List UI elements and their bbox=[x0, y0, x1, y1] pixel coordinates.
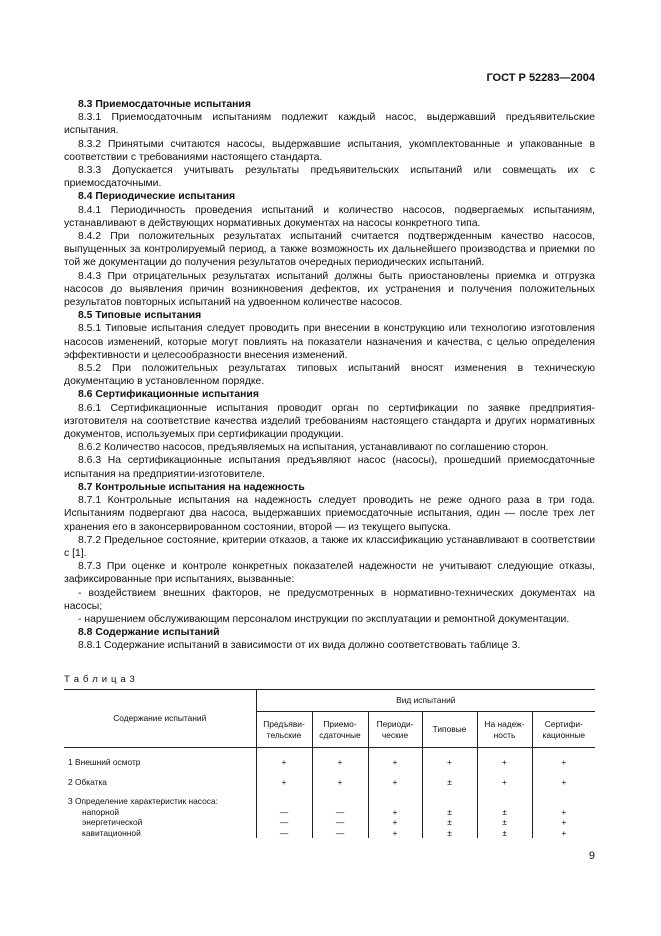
row-name bbox=[64, 787, 256, 807]
table-cell: + bbox=[368, 828, 422, 839]
paragraph: 8.3.3 Допускается учитывать результаты предъявительских испытаний или совмещать их с приемосдаточными. bbox=[64, 165, 595, 190]
column-header bbox=[312, 712, 368, 748]
table-cell: + bbox=[477, 748, 532, 768]
column-header-line: Типовые bbox=[432, 724, 467, 735]
row-name-text: кавитационной bbox=[82, 827, 141, 838]
column-header-line: Сертифи- bbox=[544, 719, 583, 729]
row-name bbox=[64, 748, 256, 768]
paragraph: 8.4.3 При отрицательных результатах испытаний должны быть приостановлены приемка и отгрузка насосов до выявления причин возникновения дефектов, их устранения и получения положительных результатов повторных испытаний на удвоенном количестве насосов. bbox=[64, 270, 595, 309]
header-content: Содержание испытаний bbox=[64, 690, 256, 748]
row-name-text: 3 Определение характеристик насоса: bbox=[68, 796, 218, 806]
table-cell: + bbox=[532, 768, 595, 788]
section-heading: 8.8 Содержание испытаний bbox=[78, 627, 220, 639]
table-cell: ± bbox=[422, 807, 477, 818]
table-cell: + bbox=[312, 768, 368, 788]
row-name-text: энергетической bbox=[82, 817, 143, 827]
table-caption: Т а б л и ц а 3 bbox=[64, 674, 136, 685]
table-row bbox=[64, 828, 595, 839]
table-cell: + bbox=[532, 828, 595, 839]
row-name bbox=[64, 768, 256, 788]
row-name bbox=[64, 817, 256, 828]
section-heading: 8.3 Приемосдаточные испытания bbox=[78, 99, 251, 110]
section-heading: 8.5 Типовые испытания bbox=[78, 310, 202, 322]
column-header-line: тельские bbox=[266, 729, 302, 740]
row-name-text: напорной bbox=[82, 806, 120, 817]
table-cell: ± bbox=[477, 828, 532, 839]
paragraph: 8.8.1 Содержание испытаний в зависимости от их вида должно соответствовать таблице 3. bbox=[78, 640, 521, 652]
document-body bbox=[64, 98, 595, 653]
table-row bbox=[64, 768, 595, 788]
table-cell bbox=[256, 787, 312, 807]
table-row bbox=[64, 807, 595, 818]
column-header-line: кационные bbox=[542, 729, 586, 740]
column-header-line: Предъяви- bbox=[263, 719, 305, 729]
table-cell: ± bbox=[477, 817, 532, 828]
table-cell: — bbox=[312, 817, 368, 828]
table-cell: + bbox=[422, 748, 477, 768]
table-cell: + bbox=[312, 748, 368, 768]
table-cell: ± bbox=[477, 807, 532, 818]
page-number: 9 bbox=[588, 850, 595, 862]
column-header bbox=[422, 712, 477, 748]
column-header-line: ческие bbox=[381, 729, 409, 740]
table-cell: + bbox=[368, 817, 422, 828]
row-name bbox=[64, 807, 256, 818]
table-cell: ± bbox=[422, 828, 477, 839]
table-cell: ± bbox=[422, 817, 477, 828]
column-header bbox=[477, 712, 532, 748]
paragraph: - нарушением обслуживающим персоналом инструкции по эксплуатации и ремонтной документации. bbox=[78, 613, 570, 625]
column-header-line: сдаточные bbox=[319, 729, 361, 740]
table-cell bbox=[368, 787, 422, 807]
table-cell: + bbox=[368, 807, 422, 818]
table-cell: — bbox=[312, 828, 368, 839]
paragraph: 8.6.2 Количество насосов, предъявляемых на испытания, устанавливают по соглашению сторон. bbox=[78, 442, 549, 454]
table-cell: — bbox=[312, 807, 368, 818]
table-row bbox=[64, 748, 595, 768]
paragraph: 8.4.2 При положительных результатах испытаний считается подтвержденным качество насосов, выпущенных за контролируемый период, а также возможность их дальнейшего производства и приемки по той же документации до получения результатов очередных периодических испытаний. bbox=[64, 231, 595, 269]
section-heading: 8.6 Сертификационные испытания bbox=[78, 389, 259, 401]
table-row bbox=[64, 817, 595, 828]
paragraph: 8.6.3 На сертификационные испытания предъявляют насос (насосы), прошедший приемосдаточные испытания на предприятии-изготовителе. bbox=[64, 455, 595, 480]
document-id: ГОСТ Р 52283—2004 bbox=[486, 72, 595, 84]
table-cell: + bbox=[256, 748, 312, 768]
section-heading: 8.7 Контрольные испытания на надежность bbox=[78, 481, 305, 493]
table-cell: + bbox=[256, 768, 312, 788]
table-cell: + bbox=[477, 768, 532, 788]
table-cell: — bbox=[256, 807, 312, 818]
row-name bbox=[64, 828, 256, 839]
column-header-line: Периоди- bbox=[376, 719, 414, 729]
column-header bbox=[256, 712, 312, 748]
table-cell: + bbox=[532, 817, 595, 828]
column-header-line: На надеж- bbox=[484, 719, 525, 729]
column-header-line: ность bbox=[493, 729, 516, 740]
paragraph: 8.6.1 Сертификационные испытания проводит орган по сертификации по заявке предприятия-изготовителя на соответствие качества изделий требованиям настоящего стандарта и других нормативных документов, используемых при сертификации продукции. bbox=[64, 402, 595, 441]
row-name-text: 2 Обкатка bbox=[68, 776, 107, 787]
paragraph: 8.7.2 Предельное состояние, критерии отказов, а также их классификацию устанавливают в соответствии с [1]. bbox=[64, 534, 595, 559]
table-cell: + bbox=[532, 807, 595, 818]
column-header bbox=[368, 712, 422, 748]
table-3 bbox=[64, 689, 595, 838]
table-cell bbox=[422, 787, 477, 807]
table-cell: ± bbox=[422, 768, 477, 788]
table-cell: + bbox=[532, 748, 595, 768]
paragraph: 8.5.1 Типовые испытания следует проводить при внесении в конструкцию или технологию изготовления насосов изменений, которые могут повлиять на показатели назначения и качества, с целью определения эффективности и целесообразности внесения изменений. bbox=[64, 323, 595, 361]
table-cell: + bbox=[368, 748, 422, 768]
column-header-line: Приемо- bbox=[323, 719, 357, 729]
column-header bbox=[532, 712, 595, 748]
table-cell: — bbox=[256, 828, 312, 839]
paragraph: 8.7.3 При оценке и контроле конкретных показателей надежности не учитывают следующие отказы, зафиксированные при испытаниях, вызванные: bbox=[64, 561, 595, 586]
table-cell bbox=[312, 787, 368, 807]
table-row bbox=[64, 787, 595, 807]
section-heading: 8.4 Периодические испытания bbox=[78, 191, 236, 203]
paragraph: 8.3.2 Принятыми считаются насосы, выдержавшие испытания, укомплектованные и упакованные в соответствии с требованиями настоящего стандарта. bbox=[64, 138, 595, 163]
paragraph: 8.5.2 При положительных результатах типовых испытаний вносят изменения в техническую документацию в установленном порядке. bbox=[64, 363, 595, 388]
table-cell bbox=[532, 787, 595, 807]
table-cell: — bbox=[256, 817, 312, 828]
paragraph: 8.3.1 Приемосдаточным испытаниям подлежит каждый насос, выдержавший предъявительские испытания. bbox=[64, 112, 595, 137]
table-cell: + bbox=[368, 768, 422, 788]
header-test-types: Вид испытаний bbox=[256, 690, 595, 712]
paragraph: 8.4.1 Периодичность проведения испытаний и количество насосов, подвергаемых испытаниям, устанавливают в действующих нормативных документах на насосы конкретного типа. bbox=[64, 204, 595, 229]
paragraph: - воздействием внешних факторов, не предусмотренных в нормативно-технических документах на насосы; bbox=[64, 587, 595, 612]
paragraph: 8.7.1 Контрольные испытания на надежность следует проводить не реже одного раза в три года. Испытаниям подвергают два насоса, выдержавших приемосдаточные испытания, один — после трех лет хранения его в законсервированном состоянии, второй — из текущего выпуска. bbox=[64, 495, 595, 533]
row-name-text: 1 Внешний осмотр bbox=[68, 757, 141, 767]
table-cell bbox=[477, 787, 532, 807]
